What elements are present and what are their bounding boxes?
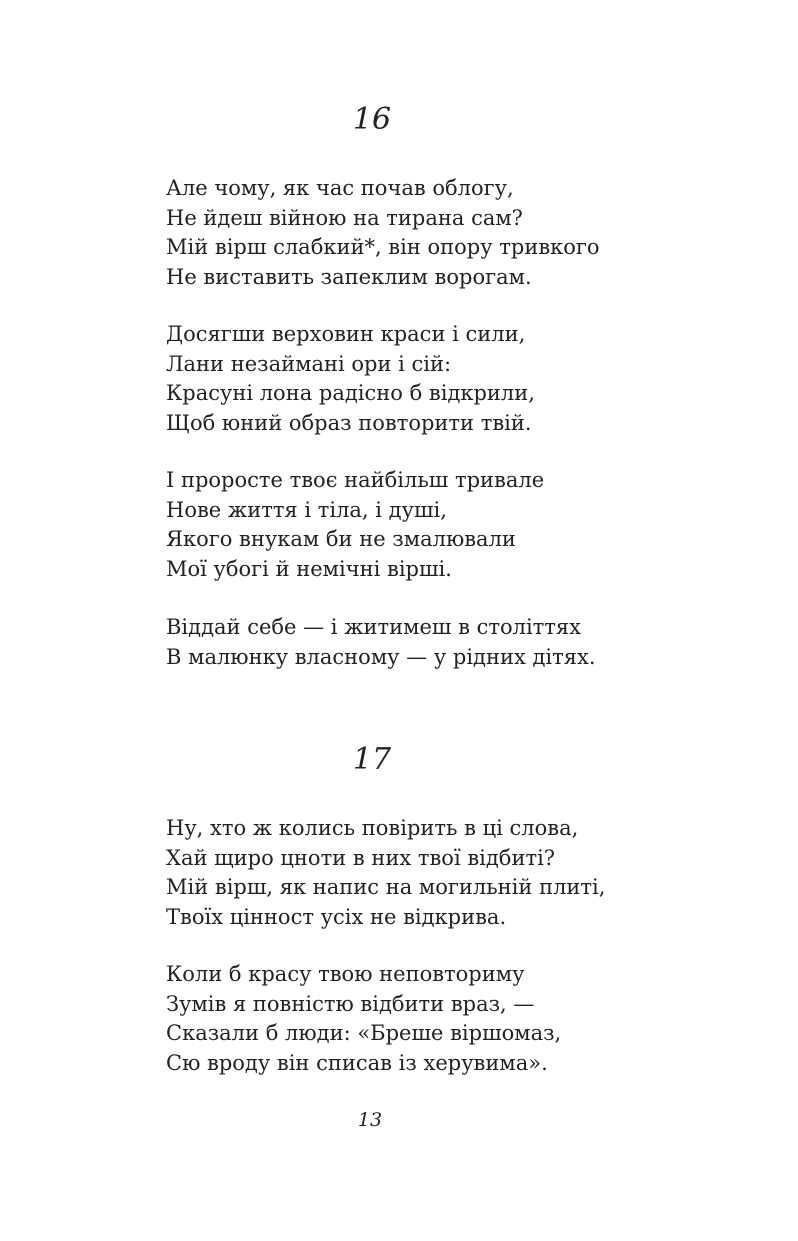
sonnet-17-stanza-2 <box>166 960 561 1078</box>
verse-line: Зумів я повністю відбити враз, — <box>166 991 535 1016</box>
verse-line: Твоїх цінност усіх не відкрива. <box>166 904 507 929</box>
verse-line: Ну, хто ж колись повірить в ці слова, <box>166 816 579 840</box>
verse-line: Не йдеш війною на тирана сам? <box>166 205 523 230</box>
verse-line: Якого внукам би не змалювали <box>166 527 516 551</box>
sonnet-17-stanza-1 <box>166 814 605 932</box>
verse-line: Хай щиро цноти в них твої відбиті? <box>166 845 556 870</box>
sonnet-number-16: 16 <box>352 102 392 137</box>
verse-line: Нове життя і тіла, і душі, <box>166 497 447 522</box>
verse-line: Красуні лона радісно б відкрили, <box>166 381 535 405</box>
verse-line: Мій вірш, як напис на могильній плиті, <box>166 875 606 899</box>
verse-line: Коли б красу твою неповториму <box>166 962 525 986</box>
verse-line: І проросте твоє найбільш тривале <box>166 468 545 492</box>
verse-line: В малюнку власному — у рідних дітях. <box>166 644 596 669</box>
verse-line: Але чому, як час почав облогу, <box>166 176 514 200</box>
verse-line: Щоб юний образ повторити твій. <box>166 410 532 435</box>
page-number: 13 <box>357 1109 383 1131</box>
verse-line: Не виставить запеклим ворогам. <box>166 264 532 289</box>
verse-line: Лани незаймані ори і сій: <box>166 351 452 376</box>
verse-line: Мій вірш слабкий*, він опору тривкого <box>166 235 600 259</box>
sonnet-number-17: 17 <box>352 742 392 777</box>
verse-line: Мої убогі й немічні вірші. <box>166 556 452 581</box>
sonnet-16-stanza-2 <box>166 320 535 438</box>
verse-line: Сю вроду він списав із херувима». <box>166 1050 548 1075</box>
verse-line: Сказали б люди: «Бреше віршомаз, <box>166 1021 562 1045</box>
sonnet-16-couplet <box>166 613 596 672</box>
verse-line: Віддай себе — і житимеш в століттях <box>166 615 581 639</box>
sonnet-16-stanza-3 <box>166 466 544 584</box>
sonnet-16-stanza-1 <box>166 174 600 292</box>
verse-line: Досягши верховин краси і сили, <box>166 322 526 346</box>
